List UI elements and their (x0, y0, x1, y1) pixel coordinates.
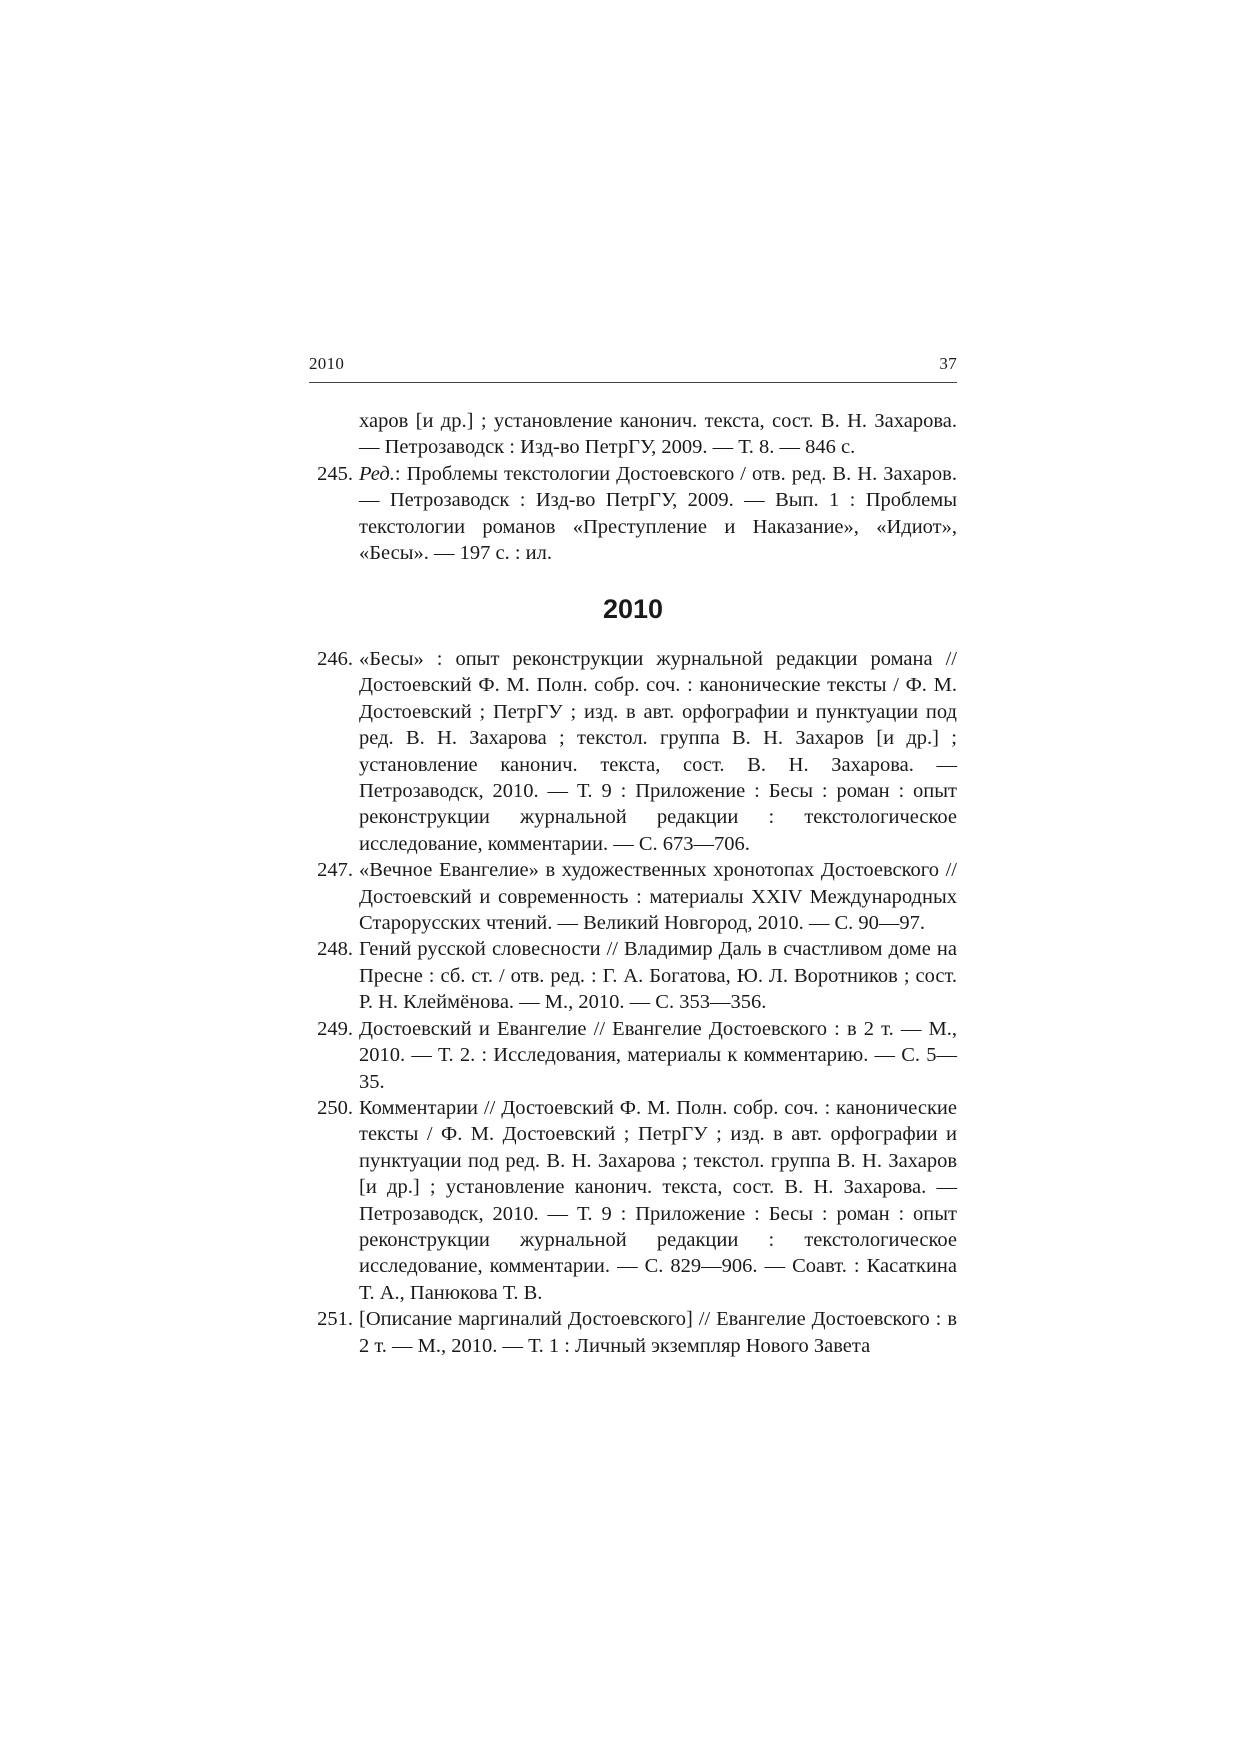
entry-number: 245. (317, 462, 353, 485)
entry-text: Комментарии // Достоевский Ф. М. Полн. собр. соч. : канонические тексты / Ф. М. Достоевский ; ПетрГУ ; изд. в авт. орфографии и пунктуации под ред. В. Н. Захарова ; текстол. группа В. Н. Захаров [и др.] ; установление канонич. текста, сост. В. Н. Захарова. — Петрозаводск, 2010. — Т. 9 : Приложение : Бесы : роман : опыт реконструкции журнальной редакции : текстологическое исследование, комментарии. — С. 829—906. — Соавт. : Касаткина Т. А., Панюкова Т. В. (359, 1096, 957, 1304)
entry-number: 248. (317, 938, 353, 961)
bibliography-entry-245 (309, 461, 957, 567)
entry-text: харов [и др.] ; установление канонич. текста, сост. В. Н. Захарова. — Петрозаводск : Изд-во ПетрГУ, 2009. — Т. 8. — 846 с. (359, 410, 957, 459)
entry-number: 247. (317, 859, 353, 882)
bibliography-entry-251 (309, 1306, 957, 1359)
page-number: 37 (939, 354, 957, 373)
bibliography-entry-249 (309, 1016, 957, 1095)
bibliography-list (309, 646, 957, 1359)
bibliography-entry-250 (309, 1095, 957, 1306)
running-head-year: 2010 (309, 354, 345, 373)
section-heading-year: 2010 (602, 594, 664, 624)
editor-label: Ред. (359, 462, 395, 485)
continued-entries (309, 408, 957, 566)
entry-number: 250. (317, 1096, 353, 1119)
entry-text: Гений русской словесности // Владимир Даль в счастливом доме на Пресне : сб. ст. / отв. ред. : Г. А. Богатова, Ю. Л. Воротников ; сост. Р. Н. Клеймёнова. — М., 2010. — С. 353—356. (359, 938, 957, 1014)
entry-text: «Бесы» : опыт реконструкции журнальной редакции романа // Достоевский Ф. М. Полн. собр. соч. : канонические тексты / Ф. М. Достоевский ; ПетрГУ ; изд. в авт. орфографии и пунктуации под ред. В. Н. Захарова ; текстол. группа В. Н. Захаров [и др.] ; установление канонич. текста, сост. В. Н. Захарова. — Петрозаводск, 2010. — Т. 9 : Приложение : Бесы : роман : опыт реконструкции журнальной редакции : текстологическое исследование, комментарии. — С. 673—706. (359, 648, 957, 855)
bibliography-entry-248 (309, 936, 957, 1015)
entry-number: 249. (317, 1017, 353, 1040)
entry-text: «Вечное Евангелие» в художественных хронотопах Достоевского // Достоевский и современность : материалы XXIV Международных Старорусских чтений. — Великий Новгород, 2010. — С. 90—97. (359, 859, 957, 935)
entry-text: : Проблемы текстологии Достоевского / отв. ред. В. Н. Захаров. — Петрозаводск : Изд-во ПетрГУ, 2009. — Вып. 1 : Проблемы текстологии романов «Преступление и Наказание», «Идиот», «Бесы». — 197 с. : ил. (359, 462, 957, 565)
entry-number: 251. (317, 1308, 353, 1331)
header-rule (309, 382, 957, 383)
entry-text: [Описание маргиналий Достоевского] // Евангелие Достоевского : в 2 т. — М., 2010. — Т. 1 : Личный экземпляр Нового Завета (359, 1308, 957, 1357)
bibliography-entry-246 (309, 646, 957, 857)
bibliography-entry-continued (309, 408, 957, 461)
entry-number: 246. (317, 648, 353, 670)
running-head (309, 352, 957, 380)
bibliography-entry-247 (309, 857, 957, 936)
entry-text: Достоевский и Евангелие // Евангелие Достоевского : в 2 т. — М., 2010. — Т. 2. : Исследования, материалы к комментарию. — С. 5—35. (359, 1017, 957, 1093)
